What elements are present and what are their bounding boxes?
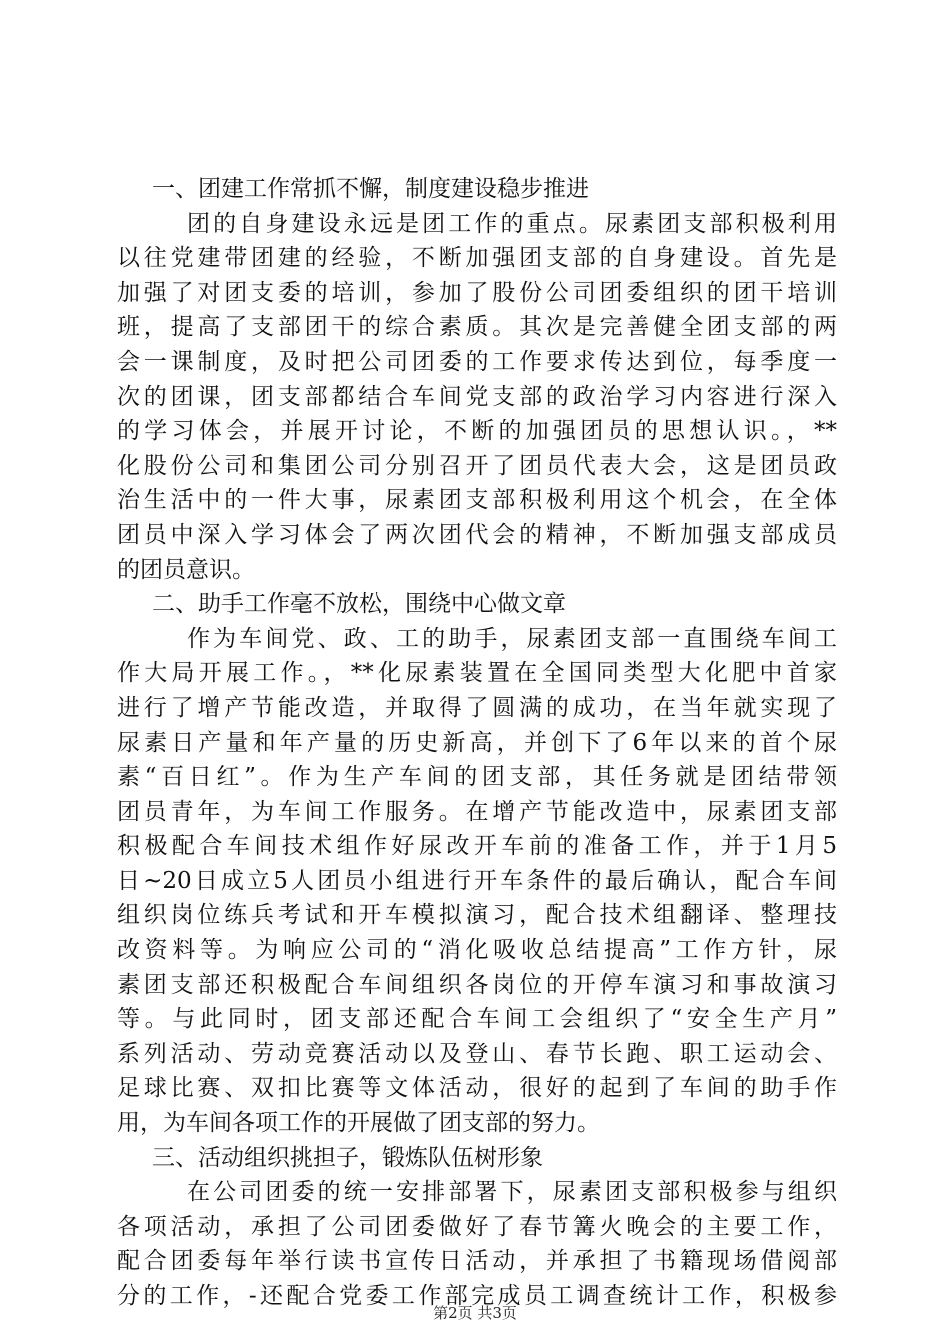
text-line: 团的自身建设永远是团工作的重点。尿素团支部积极利用: [187, 210, 837, 237]
text-line: 以往党建带团建的经验，不断加强团支部的自身建设。首先是: [117, 245, 837, 272]
text-line: 积极配合车间技术组作好尿改开车前的准备工作，并于1月5: [117, 833, 837, 860]
text-line: 化股份公司和集团公司分别召开了团员代表大会，这是团员政: [117, 452, 837, 479]
document-body: [117, 172, 837, 1314]
text-line: 素团支部还积极配合车间组织各岗位的开停车演习和事故演习: [117, 971, 837, 998]
text-line: 分的工作，-还配合党委工作部完成员工调查统计工作，积极参: [117, 1283, 837, 1309]
text-line: 系列活动、劳动竞赛活动以及登山、春节长跑、职工运动会、: [117, 1040, 837, 1067]
section-heading: 三、活动组织挑担子，锻炼队伍树形象: [152, 1144, 543, 1171]
text-line: 治生活中的一件大事，尿素团支部积极利用这个机会，在全体: [117, 487, 837, 514]
text-line: 会一课制度，及时把公司团委的工作要求传达到位，每季度一: [117, 348, 837, 375]
section-heading: 二、助手工作毫不放松，围绕中心做文章: [152, 591, 566, 618]
text-line: 团员中深入学习体会了两次团代会的精神，不断加强支部成员: [117, 521, 837, 548]
section-heading: 一、团建工作常抓不懈，制度建设稳步推进: [152, 176, 589, 202]
text-line: 进行了增产节能改造，并取得了圆满的成功，在当年就实现了: [117, 694, 837, 721]
text-line: 用，为车间各项工作的开展做了团支部的努力。: [117, 1110, 600, 1137]
text-line: 尿素日产量和年产量的历史新高，并创下了6年以来的首个尿: [117, 729, 837, 756]
text-line: 在公司团委的统一安排部署下，尿素团支部积极参与组织: [187, 1179, 837, 1206]
text-line: 的团员意识。: [117, 556, 255, 583]
text-line: 作为车间党、政、工的助手，尿素团支部一直围绕车间工: [187, 625, 837, 652]
text-line: 作大局开展工作。，**化尿素装置在全国同类型大化肥中首家: [117, 660, 837, 687]
text-line: 足球比赛、双扣比赛等文体活动，很好的起到了车间的助手作: [117, 1075, 837, 1102]
text-line: 改资料等。为响应公司的“消化吸收总结提高”工作方针，尿: [117, 937, 837, 964]
text-line: 素“百日红”。作为生产车间的团支部，其任务就是团结带领: [117, 764, 837, 791]
text-line: 配合团委每年举行读书宣传日活动，并承担了书籍现场借阅部: [117, 1248, 837, 1275]
page-footer: 第2页 共3页: [433, 1304, 517, 1322]
text-line: 组织岗位练兵考试和开车模拟演习，配合技术组翻译、整理技: [117, 902, 837, 929]
text-line: 次的团课，团支部都结合车间党支部的政治学习内容进行深入: [117, 383, 837, 410]
text-line: 等。与此同时，团支部还配合车间工会组织了“安全生产月”: [117, 1006, 837, 1033]
text-line: 班，提高了支部团干的综合素质。其次是完善健全团支部的两: [117, 314, 837, 341]
text-line: 加强了对团支委的培训，参加了股份公司团委组织的团干培训: [117, 279, 837, 306]
text-line: 的学习体会，并展开讨论，不断的加强团员的思想认识。，**: [117, 418, 837, 445]
text-line: 团员青年，为车间工作服务。在增产节能改造中，尿素团支部: [117, 798, 837, 825]
text-line: 各项活动，承担了公司团委做好了春节篝火晚会的主要工作，: [117, 1213, 837, 1240]
text-line: 日~20日成立5人团员小组进行开车条件的最后确认，配合车间: [117, 867, 837, 894]
